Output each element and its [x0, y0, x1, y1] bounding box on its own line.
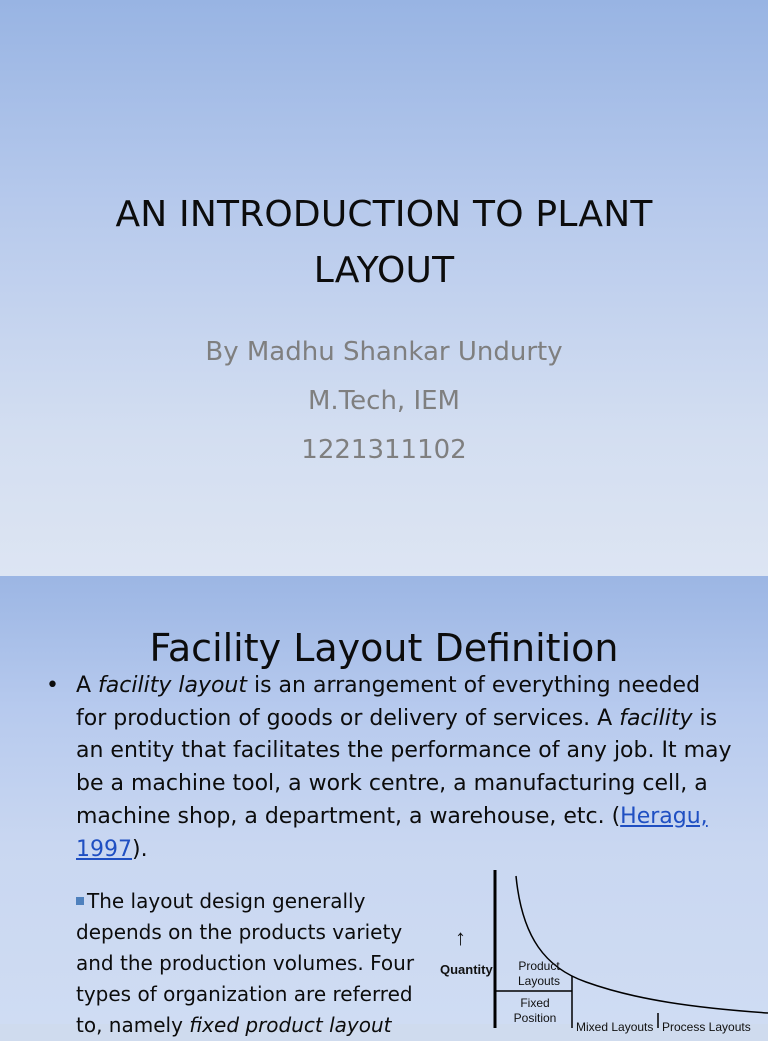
label-fixed-position: Fixed Position [513, 996, 557, 1025]
text: is an entity that facilitates the performance of any job. It may be a machine tool, a work centre, a manufacturing cell, a machine shop, a department, a warehouse, etc. ( [76, 705, 732, 829]
title-line-1: AN INTRODUCTION TO PLANT [115, 194, 653, 235]
term-facility: facility [619, 705, 693, 731]
label-product-layouts: Product Layouts [517, 959, 561, 988]
roll-number: 1221311102 [301, 435, 467, 465]
author-degree: M.Tech, IEM [308, 386, 460, 416]
text: ). [132, 836, 148, 862]
citation-link[interactable]: Heragu, 1997 [76, 803, 708, 862]
bullet-dot: • [46, 673, 59, 698]
term-facility-layout: facility layout [98, 673, 247, 698]
slide-title [40, 187, 728, 299]
figure-lines [436, 868, 768, 1028]
arrow-up-icon: ↑ [455, 925, 466, 950]
text: is an arrangement of everything needed for production of goods or delivery of services. A [76, 673, 701, 731]
term-fixed-product-layout: fixed product layout [189, 1013, 392, 1037]
square-bullet-icon [76, 897, 84, 905]
sub-bullet-paragraph [76, 886, 441, 1041]
definition-slide [0, 576, 768, 1037]
text: The layout design generally depends on the products variety and the production volumes. Four types of organization are referred to, namely [76, 889, 415, 1037]
axis-label-quantity: Quantity [440, 962, 493, 977]
label-mixed-layouts: Mixed Layouts [576, 1020, 654, 1034]
bullet-paragraph [76, 670, 736, 866]
title-line-2: LAYOUT [313, 250, 455, 291]
text: A [76, 673, 99, 698]
label-process-layouts: Process Layouts [662, 1020, 751, 1034]
author-name: By Madhu Shankar Undurty [205, 337, 563, 367]
layout-types-figure [436, 868, 768, 1034]
slide-title: Facility Layout Definition [149, 626, 619, 670]
